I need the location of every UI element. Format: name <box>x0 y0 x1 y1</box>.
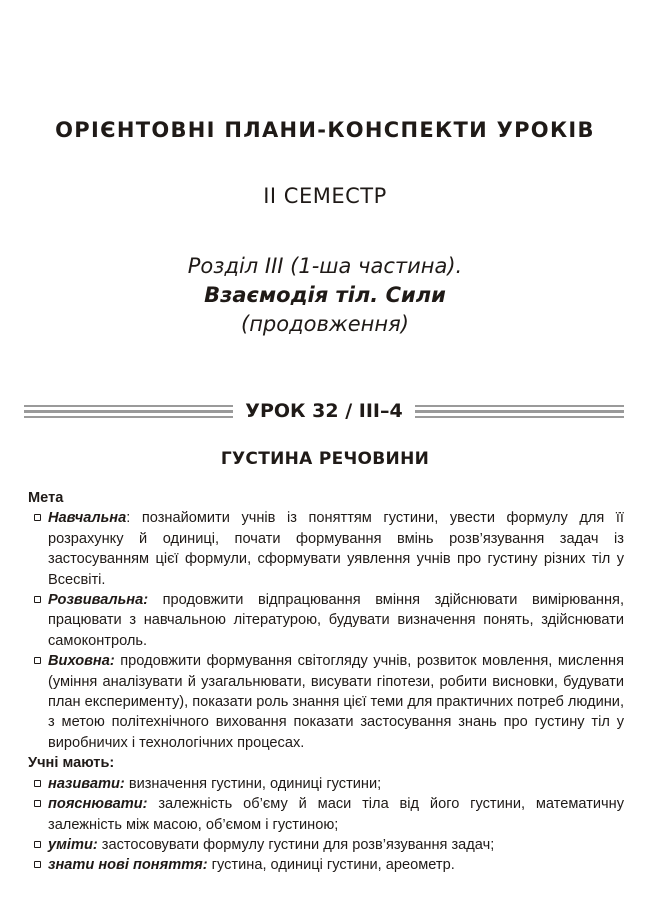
square-bullet-icon <box>34 861 41 868</box>
page-title: ОРІЄНТОВНІ ПЛАНИ-КОНСПЕКТИ УРОКІВ <box>55 118 595 142</box>
section-number: Розділ III (1-ша частина). <box>187 254 463 278</box>
goal-item: Розвивальна: продовжити відпрацювання вміння здійснювати вимірювання, працювати з навчальною літературою, будувати визначення понять, здійснювати самоконтроль. <box>28 590 624 651</box>
square-bullet-icon <box>34 800 41 807</box>
lesson-number: УРОК 32 / III–4 <box>245 400 403 422</box>
outcomes-list <box>28 774 624 876</box>
square-bullet-icon <box>34 657 41 664</box>
section-title: Взаємодія тіл. Сили <box>204 283 446 307</box>
semester-heading: II СЕМЕСТР <box>263 184 387 208</box>
goal-item: Виховна: продовжити формування світогляду учнів, розвиток мовлення, мислення (уміння аналізувати й узагальнювати, висувати гіпотези, робити висновки, будувати план експерименту), показати роль знання цієї теми для практичних потреб людини, з метою політехнічного виховання показати застосування знань про густину тіл у виробничих і технологічних процесах. <box>28 651 624 753</box>
outcome-item: знати нові поняття: густина, одиниці густини, ареометр. <box>28 855 624 875</box>
outcome-item: пояснювати: залежність об’єму й маси тіла від його густини, математичну залежність між масою, об’ємом і густиною; <box>28 794 624 835</box>
goal-item: Навчальна: познайомити учнів із поняттям густини, увести формулу для її розрахунку й одиниці, почати формування вмінь розв’язування задач із застосуванням цієї формули, сформувати уявлення учнів про густину різних тіл у Всесвіті. <box>28 508 624 590</box>
goals-heading: Мета <box>28 490 64 506</box>
section-heading <box>0 252 650 339</box>
outcome-item: називати: визначення густини, одиниці густини; <box>28 774 624 794</box>
outcomes-heading: Учні мають: <box>28 755 115 772</box>
square-bullet-icon <box>34 596 41 603</box>
square-bullet-icon <box>34 780 41 787</box>
lesson-content <box>28 488 624 876</box>
square-bullet-icon <box>34 841 41 848</box>
lesson-header <box>24 397 624 425</box>
section-continuation: (продовження) <box>241 312 409 336</box>
decorative-rule-right <box>415 405 624 418</box>
square-bullet-icon <box>34 514 41 521</box>
decorative-rule-left <box>24 405 233 418</box>
goals-list <box>28 508 624 753</box>
lesson-topic: ГУСТИНА РЕЧОВИНИ <box>220 449 430 469</box>
outcome-item: уміти: застосовувати формулу густини для розв’язування задач; <box>28 835 624 855</box>
